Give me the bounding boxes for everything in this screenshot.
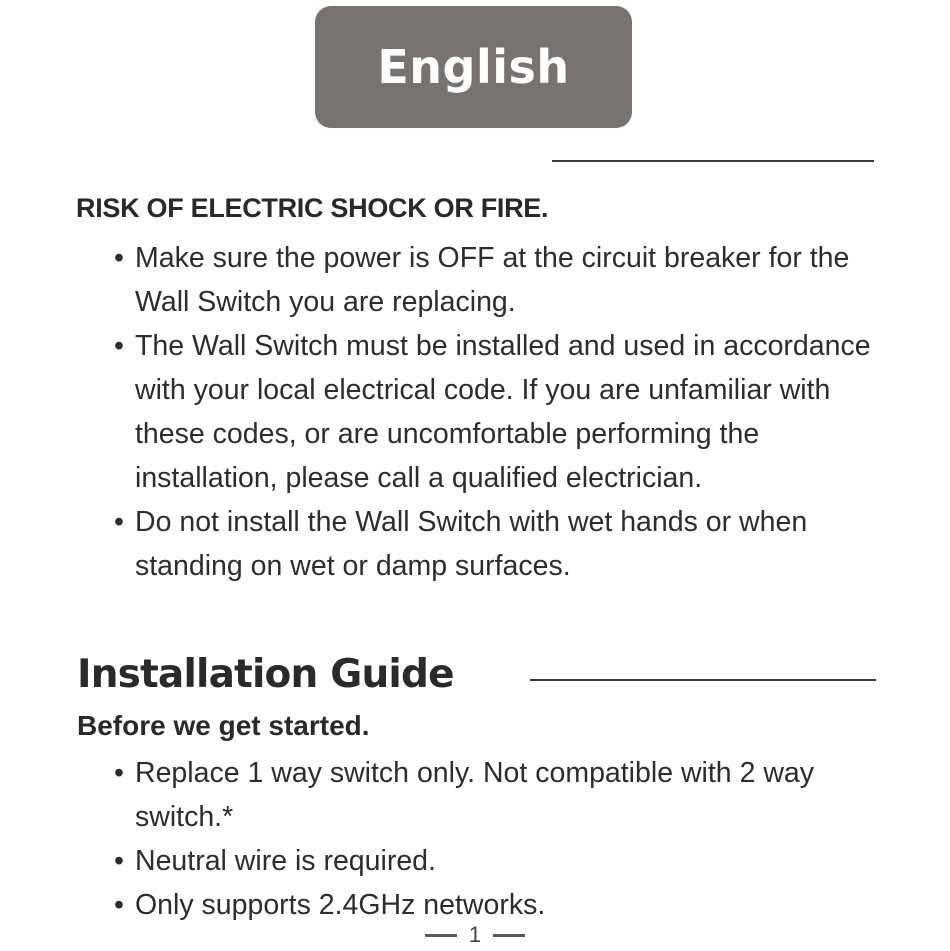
bullet-icon: • xyxy=(114,845,124,877)
list-item-text: Only supports 2.4GHz networks. xyxy=(135,889,546,921)
installation-guide-title: Installation Guide xyxy=(77,652,454,697)
warning-title: RISK OF ELECTRIC SHOCK OR FIRE. xyxy=(76,193,549,223)
list-item xyxy=(114,236,904,324)
dash-icon xyxy=(425,934,457,937)
bullet-icon: • xyxy=(114,889,124,921)
list-item xyxy=(114,839,874,883)
list-item xyxy=(114,751,874,839)
list-item-text: Neutral wire is required. xyxy=(135,845,436,877)
bullet-icon: • xyxy=(114,757,124,789)
page-number-label: 1 xyxy=(468,922,482,947)
requirements-list xyxy=(114,751,874,927)
bullet-icon: • xyxy=(114,330,124,362)
language-tab xyxy=(315,6,632,128)
page-number xyxy=(418,922,532,948)
list-item xyxy=(114,324,904,500)
installation-guide-subtitle: Before we get started. xyxy=(77,710,370,741)
list-item-text: Do not install the Wall Switch with wet hands or when standing on wet or damp surfaces. xyxy=(135,506,808,582)
section-divider xyxy=(552,160,874,162)
list-item-text: The Wall Switch must be installed and used in accordance with your local electrical code. If you are unfamiliar with these codes, or are uncomfortable performing the installation, please call a qualified electrician. xyxy=(135,330,871,494)
list-item-text: Make sure the power is OFF at the circuit breaker for the Wall Switch you are replacing. xyxy=(135,242,850,318)
section-divider xyxy=(530,679,876,681)
bullet-icon: • xyxy=(114,242,124,274)
dash-icon xyxy=(493,934,525,937)
list-item xyxy=(114,883,874,927)
warning-list xyxy=(114,236,904,588)
list-item xyxy=(114,500,904,588)
list-item-text: Replace 1 way switch only. Not compatible with 2 way switch.* xyxy=(135,757,815,833)
language-label: English xyxy=(377,40,570,94)
bullet-icon: • xyxy=(114,506,124,538)
